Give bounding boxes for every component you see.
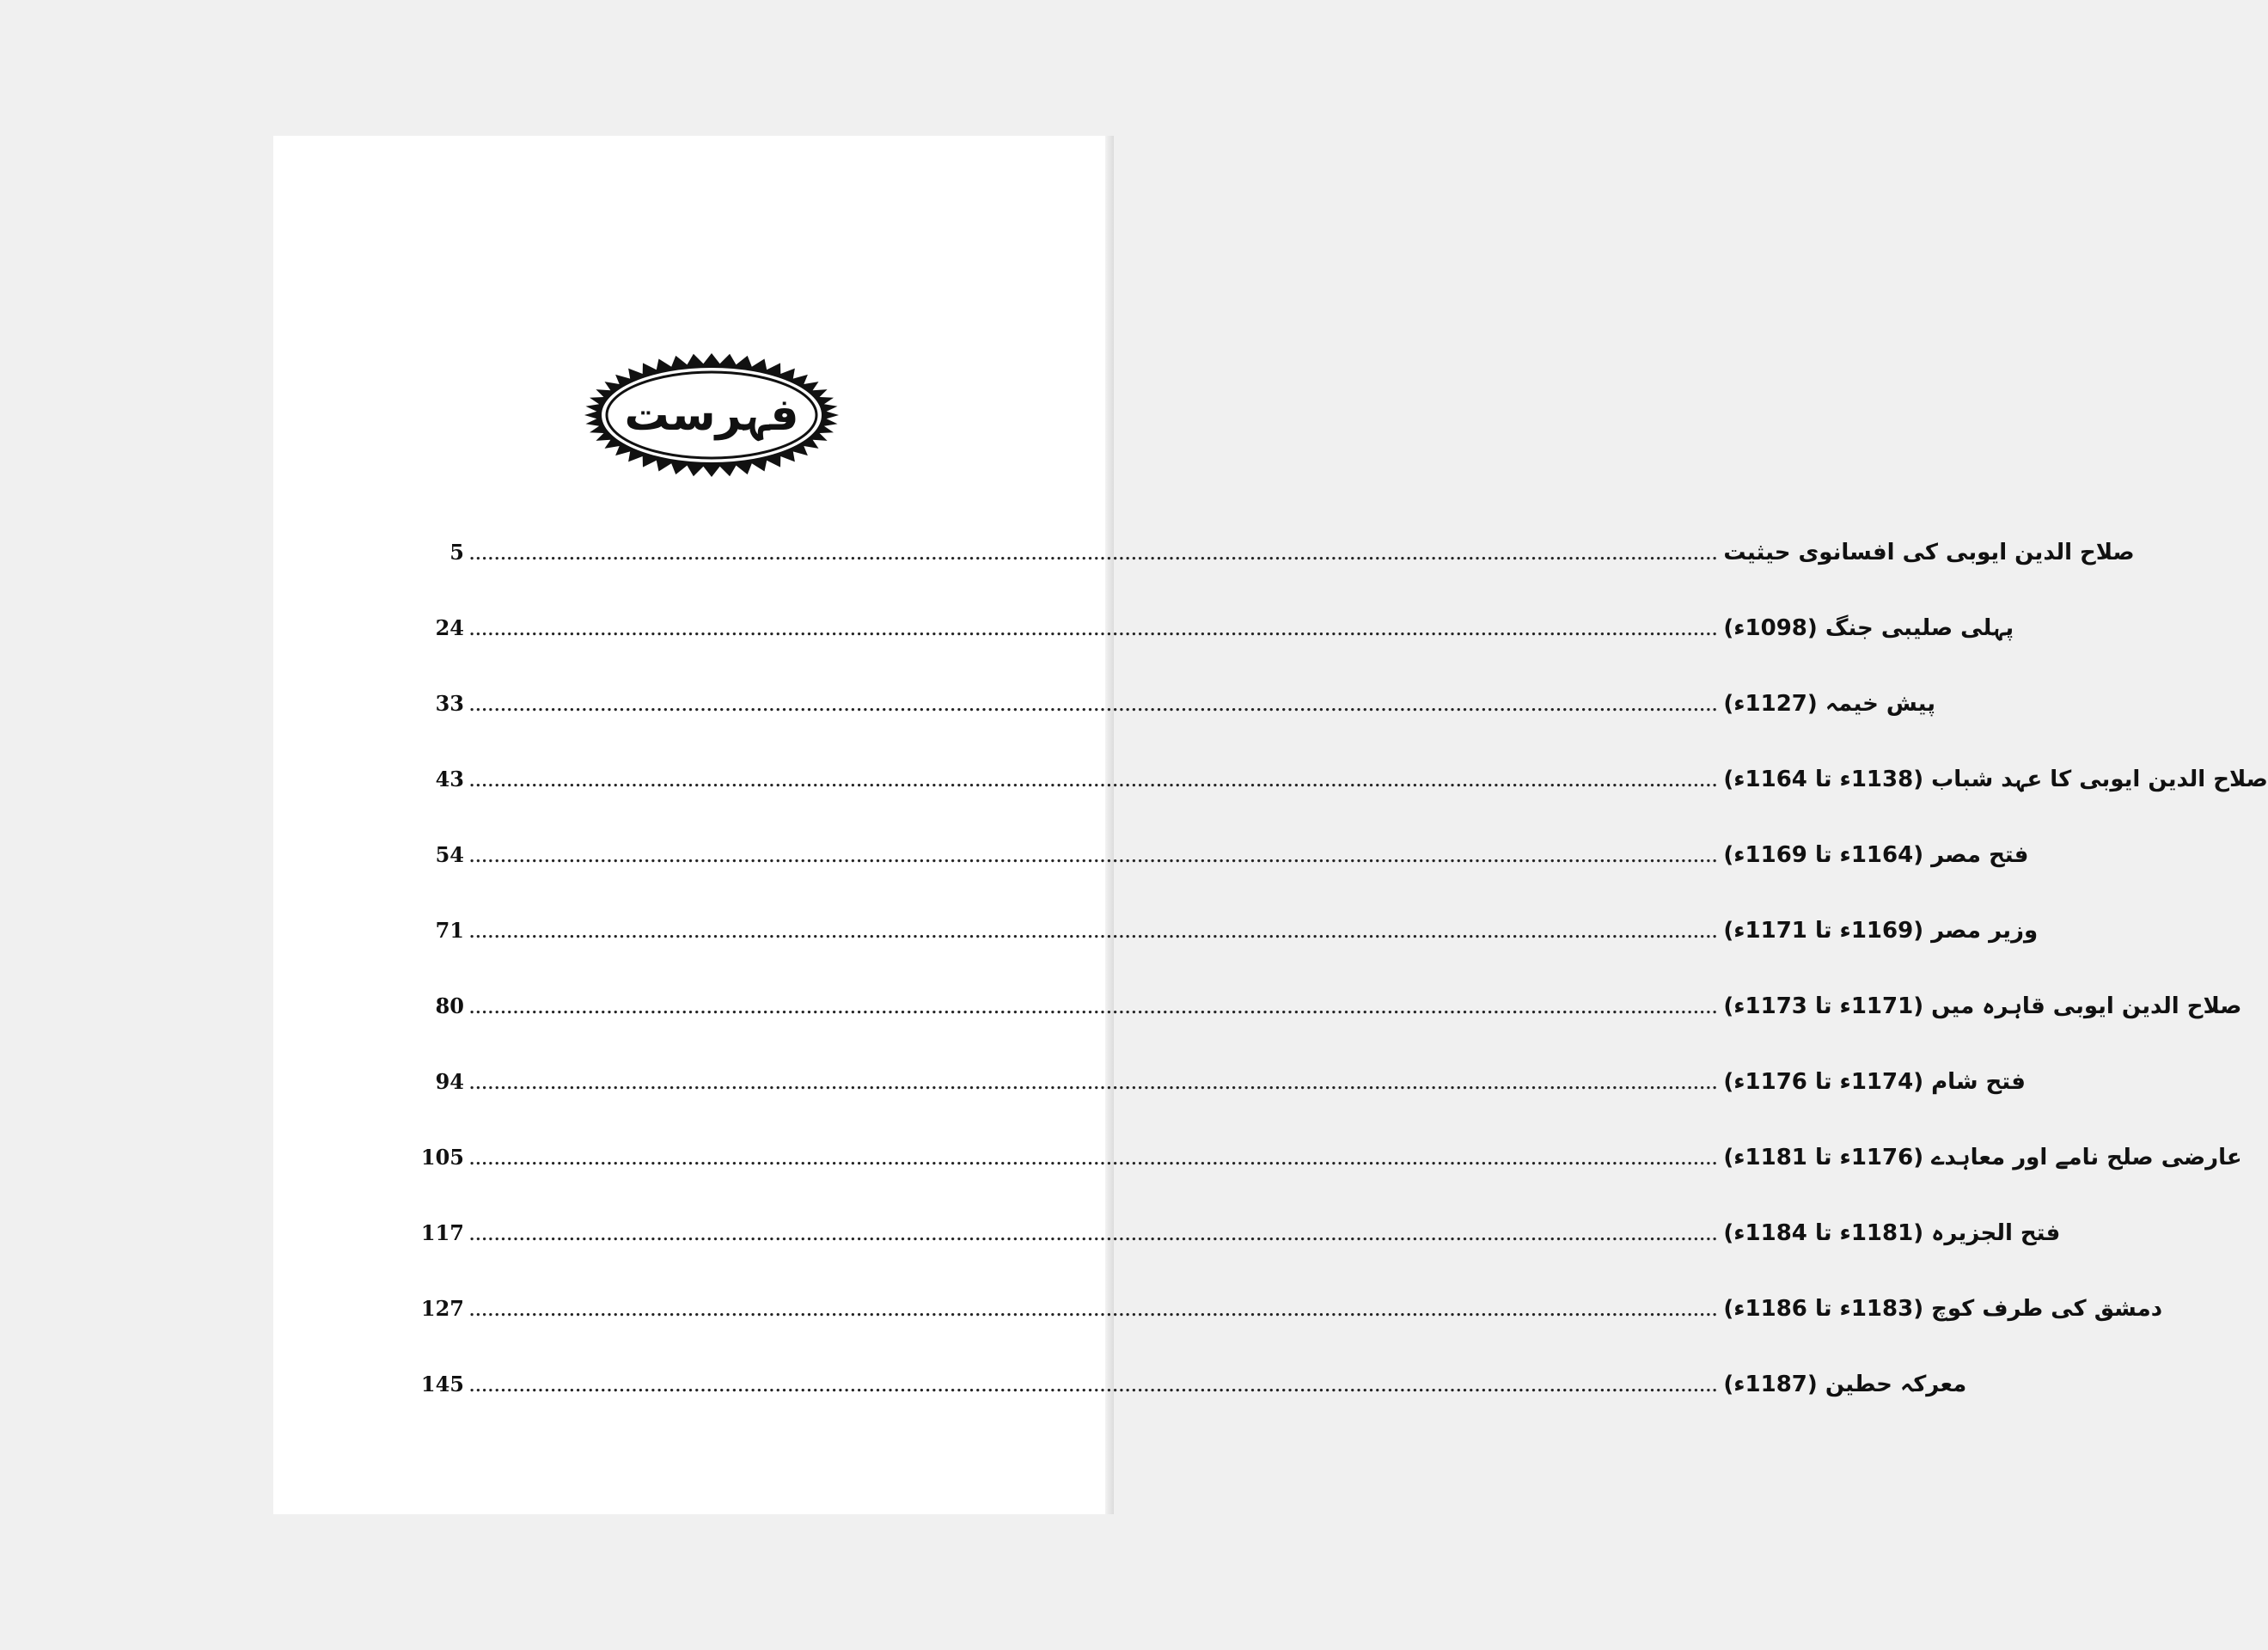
toc-title: صلاح الدین ایوبی کا عہد شباب (1138ء تا 1164ء) (1723, 767, 2268, 792)
toc-dot-leader: ........................................................................................................................................................................................................ (469, 1378, 1719, 1396)
toc-entry (419, 1296, 2163, 1372)
toc-dot-leader: ........................................................................................................................................................................................................ (469, 999, 1719, 1018)
toc-title: فتح الجزیرہ (1181ء تا 1184ء) (1723, 1220, 2061, 1246)
toc-dot-leader: ........................................................................................................................................................................................................ (469, 546, 1719, 564)
page-title: فہرست (624, 389, 799, 441)
toc-title: وزیر مصر (1169ء تا 1171ء) (1723, 918, 2039, 944)
toc-page-number: 117 (420, 1220, 464, 1245)
toc-title: پہلی صلیبی جنگ (1098ء) (1723, 615, 2014, 641)
toc-entry (419, 767, 2268, 842)
toc-title: صلاح الدین ایوبی کی افسانوی حیثیت (1723, 540, 2135, 565)
toc-title: معرکہ حطین (1187ء) (1723, 1372, 1967, 1397)
toc-entry (419, 691, 1936, 767)
toc-entry (419, 842, 2029, 918)
toc-dot-leader: ........................................................................................................................................................................................................ (469, 1075, 1719, 1093)
toc-title: عارضی صلح نامے اور معاہدے (1176ء تا 1181ء) (1723, 1145, 2242, 1170)
toc-dot-leader: ........................................................................................................................................................................................................ (469, 924, 1719, 942)
toc-dot-leader: ........................................................................................................................................................................................................ (469, 1226, 1719, 1244)
toc-dot-leader: ........................................................................................................................................................................................................ (469, 621, 1719, 639)
toc-title: فتح شام (1174ء تا 1176ء) (1723, 1069, 2026, 1095)
toc-dot-leader: ........................................................................................................................................................................................................ (469, 1151, 1719, 1169)
book-page (273, 136, 2268, 1514)
toc-page-number: 5 (449, 540, 464, 565)
toc-dot-leader: ........................................................................................................................................................................................................ (469, 1302, 1719, 1320)
toc-page-number: 33 (435, 691, 464, 716)
toc-entry (419, 615, 2014, 691)
toc-title: صلاح الدین ایوبی قاہرہ میں (1171ء تا 1173ء) (1723, 993, 2242, 1019)
toc-entry (419, 993, 2242, 1069)
toc-entry (419, 1069, 2026, 1145)
toc-page-number: 80 (435, 993, 464, 1018)
toc-page-number: 24 (435, 615, 464, 640)
toc-entry (419, 540, 2135, 615)
toc-page-number: 94 (435, 1069, 464, 1094)
toc-dot-leader: ........................................................................................................................................................................................................ (469, 773, 1719, 791)
toc-dot-leader: ........................................................................................................................................................................................................ (469, 848, 1719, 866)
toc-entry (419, 1372, 1967, 1447)
toc-page-number: 54 (435, 842, 464, 867)
toc-page-number: 145 (420, 1372, 464, 1396)
heading-badge (583, 351, 841, 480)
toc-title: دمشق کی طرف کوچ (1183ء تا 1186ء) (1723, 1296, 2163, 1322)
toc-page-number: 105 (420, 1145, 464, 1170)
toc-entry (419, 918, 2039, 993)
toc-entry (419, 1220, 2061, 1296)
toc-entry (419, 1145, 2242, 1220)
toc-title: فتح مصر (1164ء تا 1169ء) (1723, 842, 2029, 868)
toc-page-number: 71 (435, 918, 464, 943)
toc-dot-leader: ........................................................................................................................................................................................................ (469, 697, 1719, 715)
table-of-contents (419, 540, 2268, 1447)
toc-page-number: 127 (420, 1296, 464, 1321)
toc-page-number: 43 (435, 767, 464, 791)
toc-title: پیش خیمہ (1127ء) (1723, 691, 1936, 717)
